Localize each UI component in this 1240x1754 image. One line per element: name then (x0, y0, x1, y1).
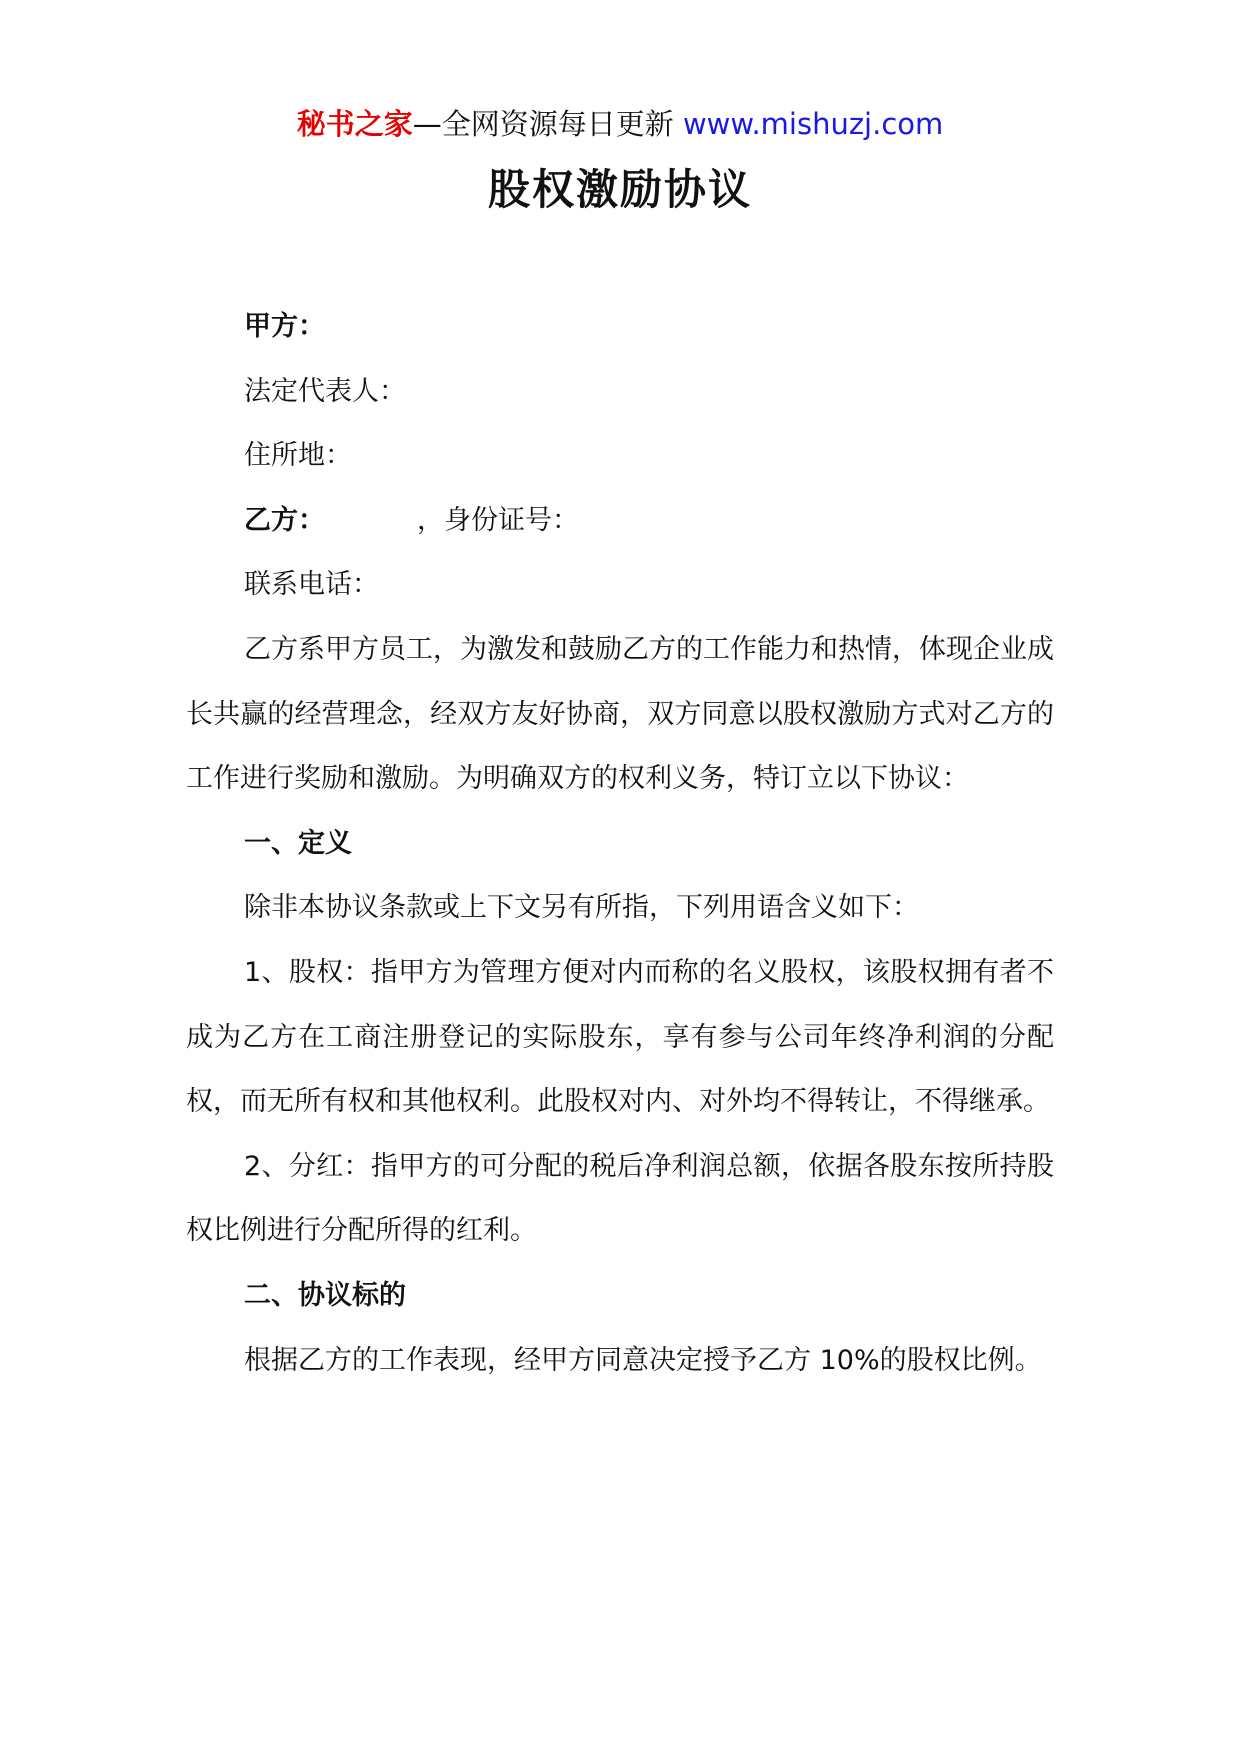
legal-representative-line: 法定代表人： (244, 375, 406, 407)
section-heading-definitions: 一、定义 (244, 827, 352, 859)
address-line: 住所地： (244, 440, 352, 472)
party-b-label: 乙方： (244, 504, 325, 536)
definitions-intro: 除非本协议条款或上下文另有所指，下列用语含义如下： (244, 892, 919, 924)
definition-dividend: 2、分红：指甲方的可分配的税后净利润总额，依据各股东按所持股权比例进行分配所得的红利。 (186, 1150, 1054, 1247)
subject-paragraph: 根据乙方的工作表现，经甲方同意决定授予乙方 10%的股权比例。 (244, 1344, 1042, 1376)
header-dash: — (412, 107, 442, 141)
site-header (0, 104, 1240, 144)
definition-equity: 1、股权：指甲方为管理方便对内而称的名义股权，该股权拥有者不成为乙方在工商注册登记的实际股东，享有参与公司年终净利润的分配权，而无所有权和其他权利。此股权对内、对外均不得转让，不得继承。 (186, 956, 1054, 1118)
site-url-link[interactable]: www.mishuzj.com (682, 107, 944, 141)
document-body (186, 295, 1054, 1393)
phone-line: 联系电话： (244, 569, 379, 601)
site-slogan: 全网资源每日更新 (441, 107, 683, 141)
party-a-label: 甲方： (244, 311, 325, 342)
section-heading-subject: 二、协议标的 (244, 1279, 406, 1311)
document-title: 股权激励协议 (487, 165, 752, 214)
party-b-line (186, 489, 1054, 554)
intro-paragraph: 乙方系甲方员工，为激发和鼓励乙方的工作能力和热情，体现企业成长共赢的经营理念，经双方友好协商，双方同意以股权激励方式对乙方的工作进行奖励和激励。为明确双方的权利义务，特订立以下协议： (186, 633, 1054, 795)
site-brand: 秘书之家 (296, 107, 413, 141)
id-number-label: ，身份证号： (417, 504, 579, 536)
